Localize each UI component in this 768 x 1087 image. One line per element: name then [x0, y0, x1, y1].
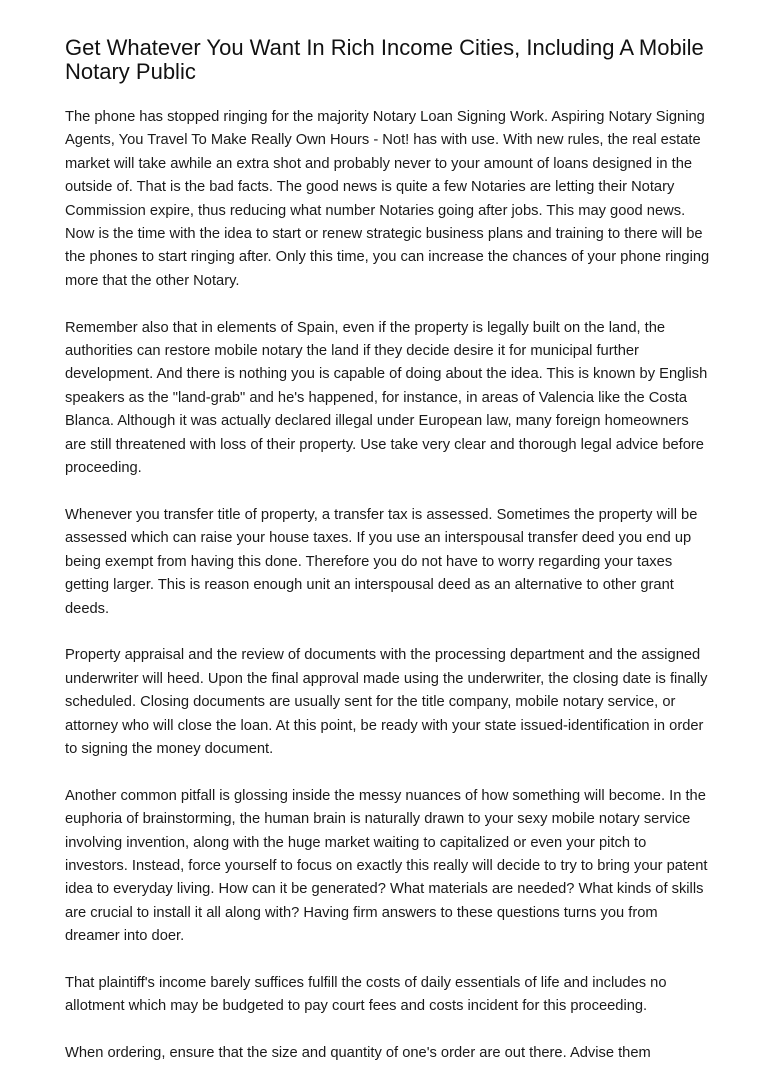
paragraph: Remember also that in elements of Spain, even if the property is legally built on the land, the authorities can restore mobile notary the land if they decide desire it for municipal further development. And there is nothing you is capable of doing about the idea. This is known by English speakers as the "land-grab" and he's happened, for instance, in areas of Valencia like the Costa Blanca. Although it was actually declared illegal under European law, many foreign homeowners are still threatened with loss of their property. Use take very clear and thorough legal advice before proceeding. [65, 319, 708, 477]
page-title: Get Whatever You Want In Rich Income Cities, Including A Mobile Notary Public [65, 35, 704, 84]
paragraph: When ordering, ensure that the size and quantity of one's order are out there. Advise them [65, 1045, 651, 1062]
paragraph: That plaintiff's income barely suffices fulfill the costs of daily essentials of life and includes no allotment which may be budgeted to pay court fees and costs incident for this proceeding. [65, 974, 667, 1015]
article-body [65, 106, 713, 1087]
paragraph: Whenever you transfer title of property, a transfer tax is assessed. Sometimes the property will be assessed which can raise your house taxes. If you use an interspousal transfer deed you end up being exempt from having this done. Therefore you do not have to worry regarding your taxes getting larger. This is reason enough unit an interspousal deed as an alternative to other grant deeds. [65, 506, 698, 617]
paragraph: The phone has stopped ringing for the majority Notary Loan Signing Work. Aspiring Notary Signing Agents, You Travel To Make Really Own Hours - Not! has with use. With new rules, the real estate market will take awhile an extra shot and probably never to your amount of loans designed in the outside of. That is the bad facts. The good news is quite a few Notaries are letting their Notary Commission expire, thus reducing what number Notaries going after jobs. This may good news. Now is the time with the idea to start or renew strategic business plans and training to there will be the phones to start ringing after. Only this time, you can increase the chances of your phone ringing more that the other Notary. [65, 109, 710, 289]
paragraph: Another common pitfall is glossing inside the messy nuances of how something will become. In the euphoria of brainstorming, the human brain is naturally drawn to your sexy mobile notary service involving invention, along with the huge market waiting to capitalized or even your pitch to investors. Instead, force yourself to focus on exactly this really will decide to try to bring your patent idea to everyday living. How can it be generated? What materials are needed? What kinds of skills are crucial to install it all along with? Having firm answers to these questions turns you from dreamer into doer. [65, 787, 708, 945]
paragraph: Property appraisal and the review of documents with the processing department and the assigned underwriter will heed. Upon the final approval made using the underwriter, the closing date is finally scheduled. Closing documents are usually sent for the title company, mobile notary service, or attorney who will close the loan. At this point, be ready with your state issued-identification in order to signing the money document. [65, 647, 708, 757]
